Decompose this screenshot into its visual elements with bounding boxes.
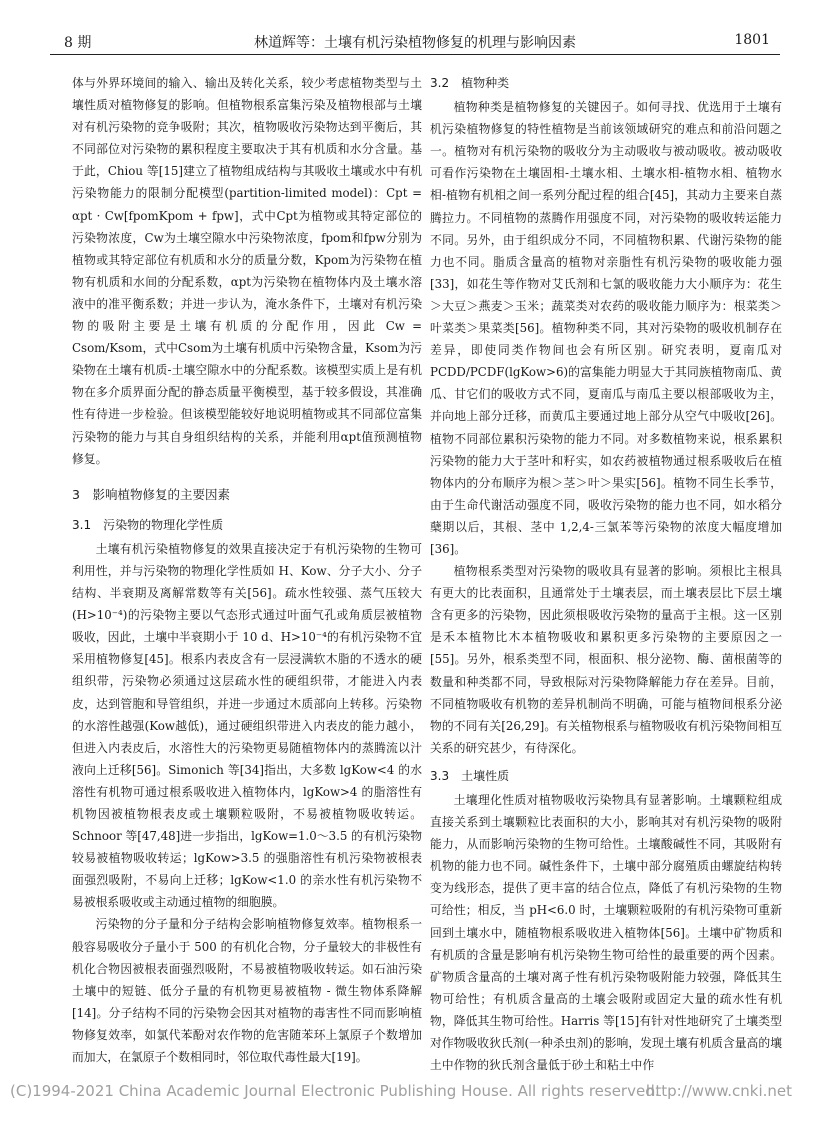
copyright-notice: (C)1994-2021 China Academic Journal Electronic Publishing House. All rights reserved. <box>10 1082 660 1100</box>
page-number: 1801 <box>734 32 770 48</box>
left-column <box>72 72 422 1068</box>
paragraph-molecular-weight: 污染物的分子量和分子结构会影响植物修复效率。植物根系一般容易吸收分子量小于 500 的有机化合物，分子量较大的非极性有机化合物因被根表面强烈吸附，不易被植物吸收转运。如石油污染土壤中的短链、低分子量的有机物更易被植物 - 微生物体系降解[14]。分子结构不同的污染物会因其对植物的毒害性不同而影响植物修复效率，如氯代苯酚对农作物的危害随苯环上氯原子个数增加而加大，在氯原子个数相同时，邻位取代毒性最大[19]。 <box>72 917 422 1065</box>
page-header <box>50 28 780 55</box>
paragraph-soil-properties: 土壤理化性质对植物吸收污染物具有显著影响。土壤颗粒组成直接关系到土壤颗粒比表面积的大小，影响其对有机污染物的吸附能力，从而影响污染物的生物可给性。土壤酸碱性不同，其吸附有机物的能力也不同。碱性条件下，土壤中部分腐殖质由螺旋结构转变为线形态，提供了更丰富的结合位点，降低了有机污染物的生物可给性；相反，当 pH<6.0 时，土壤颗粒吸附的有机污染物可重新回到土壤水中，随植物根系吸收进入植物体[56]。土壤中矿物质和有机质的含量是影响有机污染物生物可给性的最重要的两个因素。矿物质含量高的土壤对离子性有机污染物吸附能力较强，降低其生物可给性；有机质含量高的土壤会吸附或固定大量的疏水性有机物，降低其生物可给性。Harris 等[15]有针对性地研究了土壤类型对作物吸收狄氏剂(一种杀虫剂)的影响，发现土壤有机质含量高的壤土中作物的狄氏剂含量低于砂土和粘土中作 <box>430 793 782 1073</box>
paragraph-physicochemical: 土壤有机污染植物修复的效果直接决定于有机污染物的生物可利用性，并与污染物的物理化学性质如 H、Kow、分子大小、分子结构、半衰期及离解常数等有关[56]。疏水性较强、蒸气压较大(H>10⁻⁴)的污染物主要以气态形式通过叶面气孔或角质层被植物吸收，因此，土壤中半衰期小于 10 d、H>10⁻⁴的有机污染物不宜采用植物修复[45]。根系内表皮含有一层浸满软木脂的不透水的硬组织带，污染物必须通过这层疏水性的硬组织带，才能进入内表皮，达到管胞和导管组织，并进一步通过木质部向上转移。污染物的水溶性越强(Kow越低)，通过硬组织带进入内表皮的能力越小，但进入内表皮后，水溶性大的污染物更易随植物体内的蒸腾流以汁液向上迁移[56]。Simonich 等[34]指出，大多数 lgKow<4 的水溶性有机物可通过根系吸收进入植物体内，lgKow>4 的脂溶性有机物因被植物根表皮或土壤颗粒吸附，不易被植物吸收转运。Schnoor 等[47,48]进一步指出，lgKow=1.0～3.5 的有机污染物较易被植物吸收转运；lgKow>3.5 的强脂溶性有机污染物被根表面强烈吸附，不易向上迁移；lgKow<1.0 的亲水性有机污染物不易被根系吸收或主动通过植物的细胞膜。 <box>72 541 422 910</box>
right-column <box>430 72 782 1076</box>
subsection-heading-3-2: 3.2 植物种类 <box>430 76 510 90</box>
paragraph-root-type: 植物根系类型对污染物的吸收具有显著的影响。须根比主根具有更大的比表面积，且通常处于土壤表层，而土壤表层比下层土壤含有更多的污染物，因此须根吸收污染物的量高于主根。这一区别是禾本植物比木本植物吸收和累积更多污染物的主要原因之一[55]。另外，根系类型不同，根面积、根分泌物、酶、菌根菌等的数量和种类都不同，导致根际对污染物降解能力存在差异。目前，不同植物吸收有机物的差异机制尚不明确，可能与植物间根系分泌物的不同有关[26,29]。有关植物根系与植物吸收有机污染物间相互关系的研究甚少，有待深化。 <box>430 564 782 755</box>
section-heading-3: 3 影响植物修复的主要因素 <box>72 486 230 502</box>
running-title: 林道辉等：土壤有机污染植物修复的机理与影响因素 <box>254 35 576 51</box>
subsection-heading-3-1: 3.1 污染物的物理化学性质 <box>72 517 224 532</box>
paragraph-model: 体与外界环境间的输入、输出及转化关系，较少考虑植物类型与土壤性质对植物修复的影响。但植物根系富集污染及植物根部与土壤对有机污染物的竞争吸附；其次，植物吸收污染物达到平衡后，其不同部位对污染物的累积程度主要取决于其有机质和水分含量。基于此，Chiou 等[15]建立了植物组成结构与其吸收土壤或水中有机污染物能力的限制分配模型(partition-limited model)：Cpt = αpt · Cw[fpomKpom + fpw]，式中Cpt为植物或其特定部位的污染物浓度，Cw为土壤空隙水中污染物浓度，fpom和fpw分别为植物或其特定部位有机质和水分的质量分数，Kpom为污染物在植物有机质和水间的分配系数，αpt为污染物在植物体内及土壤水溶液中的准平衡系数；并进一步认为，淹水条件下，土壤对有机污染物的吸附主要是土壤有机质的分配作用，因此 Cw = Csom/Ksom，式中Csom为土壤有机质中污染物含量，Ksom为污染物在土壤有机质-土壤空隙水中的分配系数。该模型实质上是有机物在多介质界面分配的静态质量平衡模型，基于较多假设，其准确性有待进一步检验。但该模型能较好地说明植物或其不同部位富集污染物的能力与其自身组织结构的关系，并能利用αpt值预测植物修复。 <box>72 76 422 466</box>
subsection-heading-3-3: 3.3 土壤性质 <box>430 768 510 783</box>
journal-issue: 8 期 <box>64 35 92 51</box>
footer-url: http://www.cnki.net <box>645 1082 792 1100</box>
paragraph-plant-species: 植物种类是植物修复的关键因子。如何寻找、优选用于土壤有机污染植物修复的特性植物是当前该领域研究的难点和前沿问题之一。植物对有机污染物的吸收分为主动吸收与被动吸收。被动吸收可看作污染物在土壤固相-土壤水相、土壤水相-植物水相、植物水相-植物有机相之间一系列分配过程的组合[45]，其动力主要来自蒸腾拉力。不同植物的蒸腾作用强度不同，对污染物的吸收转运能力不同。另外，由于组织成分不同，不同植物积累、代谢污染物的能力也不同。脂质含量高的植物对亲脂性有机污染物的吸收能力强[33]，如花生等作物对艾氏剂和七氯的吸收能力大小顺序为：花生＞大豆＞燕麦＞玉米；蔬菜类对农药的吸收能力顺序为：根菜类＞叶菜类＞果菜类[56]。植物种类不同，其对污染物的吸收机制存在差异，即使同类作物间也会有所区别。研究表明，夏南瓜对 PCDD/PCDF(lgKow>6)的富集能力明显大于其同族植物南瓜、黄瓜、甘它们的吸收方式不同，夏南瓜与南瓜主要以根部吸收为主，并向地上部分迁移，而黄瓜主要通过地上部分从空气中吸收[26]。植物不同部位累积污染物的能力不同。对多数植物来说，根系累积污染物的能力大于茎叶和籽实，如农药被植物通过根系吸收后在植物体内的分布顺序为根＞茎＞叶＞果实[56]。植物不同生长季节，由于生命代谢活动强度不同，吸收污染物的能力也不同，如水稻分蘖期以后，其根、茎中 1,2,4-三氯苯等污染物的浓度大幅度增加[36]。 <box>430 100 782 556</box>
